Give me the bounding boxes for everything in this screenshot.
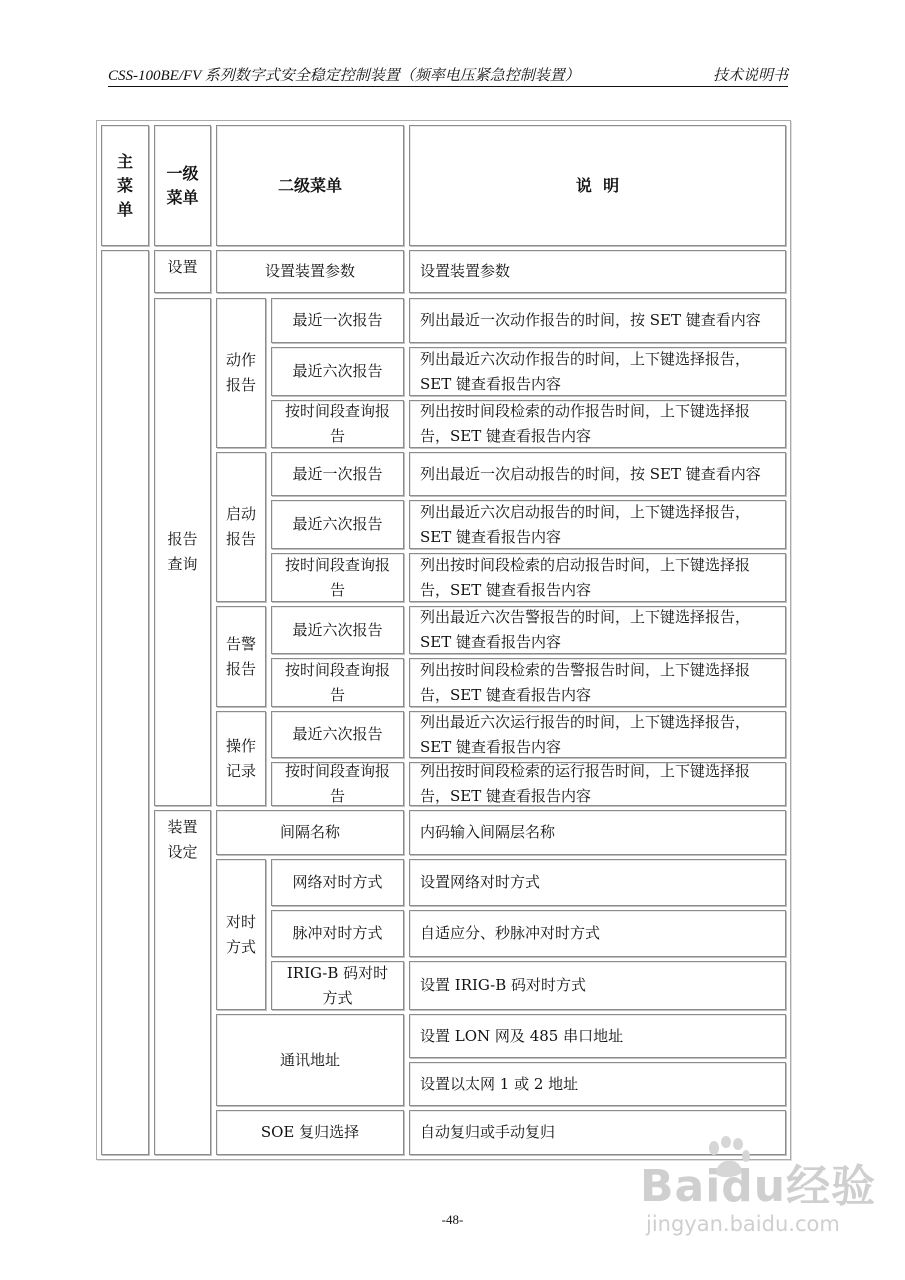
settings-params-desc: 设置装置参数 [409,250,786,293]
comm-address: 通讯地址 [216,1014,404,1106]
comm-address-lon-485-desc: 设置 LON 网及 485 串口地址 [409,1014,786,1058]
operation-record-by-time-desc: 列出按时间段检索的运行报告时间，上下键选择报告，SET 键查看报告内容 [409,762,786,806]
watermark-url: jingyan.baidu.com [646,1212,840,1236]
document-title: CSS-100BE/FV 系列数字式安全稳定控制装置（频率电压紧急控制装置） [108,68,580,84]
network-time-sync: 网络对时方式 [271,859,404,906]
startup-report-latest6-desc: 列出最近六次启动报告的时间，上下键选择报告，SET 键查看报告内容 [409,500,786,549]
operation-record-latest6: 最近六次报告 [271,711,404,758]
action-report-latest6: 最近六次报告 [271,347,404,396]
startup-report-by-time-desc: 列出按时间段检索的启动报告时间，上下键选择报告，SET 键查看报告内容 [409,553,786,602]
main-menu-cell [101,250,149,1155]
alarm-report-latest6-desc: 列出最近六次告警报告的时间，上下键选择报告，SET 键查看报告内容 [409,606,786,654]
action-report-latest1: 最近一次报告 [271,298,404,343]
level1-settings: 设置 [154,250,211,293]
settings-params: 设置装置参数 [216,250,404,293]
network-time-sync-desc: 设置网络对时方式 [409,859,786,906]
time-sync-group: 对时方式 [216,859,266,1010]
level1-report-query: 报告查询 [154,298,211,806]
action-report-by-time: 按时间段查询报告 [271,400,404,448]
pulse-time-sync-desc: 自适应分、秒脉冲对时方式 [409,910,786,957]
watermark-brand: Baidu经验 [640,1161,877,1212]
action-report-by-time-desc: 列出按时间段检索的动作报告时间，上下键选择报告，SET 键查看报告内容 [409,400,786,448]
header-description: 说 明 [409,125,786,246]
startup-report-latest6: 最近六次报告 [271,500,404,549]
action-report-latest1-desc: 列出最近一次动作报告的时间，按 SET 键查看内容 [409,298,786,343]
irig-b-time-sync-desc: 设置 IRIG-B 码对时方式 [409,961,786,1010]
comm-address-ethernet-desc: 设置以太网 1 或 2 地址 [409,1062,786,1106]
bay-name-desc: 内码输入间隔层名称 [409,810,786,855]
alarm-report-latest6: 最近六次报告 [271,606,404,654]
startup-report-latest1: 最近一次报告 [271,452,404,496]
soe-reset-select-desc: 自动复归或手动复归 [409,1110,786,1155]
level1-device-config: 装置设定 [154,810,211,1155]
alarm-report-group: 告警报告 [216,606,266,707]
irig-b-time-sync: IRIG-B 码对时方式 [271,961,404,1010]
header-main-menu: 主菜单 [101,125,149,246]
operation-record-latest6-desc: 列出最近六次运行报告的时间，上下键选择报告，SET 键查看报告内容 [409,711,786,758]
soe-reset-select: SOE 复归选择 [216,1110,404,1155]
action-report-latest6-desc: 列出最近六次动作报告的时间，上下键选择报告，SET 键查看报告内容 [409,347,786,396]
page-header [108,64,788,87]
page-number: -48- [441,1212,464,1227]
menu-table [96,120,791,1160]
startup-report-by-time: 按时间段查询报告 [271,553,404,602]
operation-record-by-time: 按时间段查询报告 [271,762,404,806]
pulse-time-sync: 脉冲对时方式 [271,910,404,957]
alarm-report-by-time: 按时间段查询报告 [271,658,404,707]
baidu-jingyan-watermark [640,1150,880,1250]
alarm-report-by-time-desc: 列出按时间段检索的告警报告时间，上下键选择报告，SET 键查看报告内容 [409,658,786,707]
bay-name: 间隔名称 [216,810,404,855]
startup-report-latest1-desc: 列出最近一次启动报告的时间，按 SET 键查看内容 [409,452,786,496]
header-level2-menu: 二级菜单 [216,125,404,246]
startup-report-group: 启动报告 [216,452,266,602]
header-level1-menu: 一级菜单 [154,125,211,246]
operation-record-group: 操作记录 [216,711,266,806]
document-type: 技术说明书 [712,68,788,84]
action-report-group: 动作报告 [216,298,266,448]
